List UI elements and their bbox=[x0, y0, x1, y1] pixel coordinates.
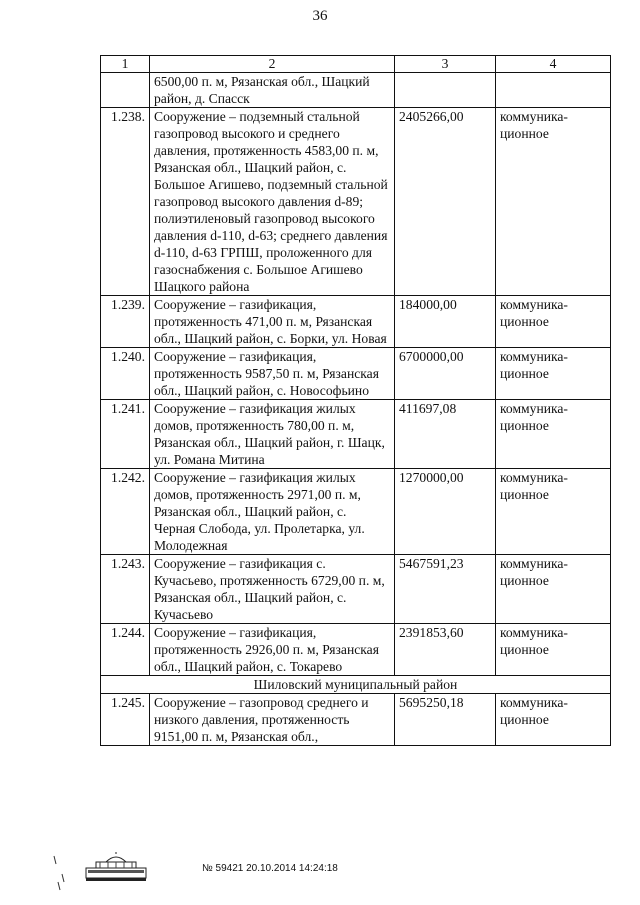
item-value: 6700000,00 bbox=[395, 348, 496, 400]
item-number: 1.239. bbox=[101, 296, 150, 348]
header-col-1: 1 bbox=[101, 56, 150, 73]
district-row bbox=[101, 676, 611, 694]
item-category: коммуника-ционное bbox=[496, 624, 611, 676]
registration-stamp: № 59421 20.10.2014 14:24:18 bbox=[202, 863, 338, 874]
item-description: Сооружение – подземный стальной газопровод высокого и среднего давления, протяженность 4583,00 п. м, Рязанская обл., Шацкий район, с. Большое Агишево, подземный стальной газопровод высокого давления d-89; полиэтиленовый газопровод высокого давления d-110, d-63; среднего давления d-110, d-63 ГРПШ, проложенного для газоснабжения с. Большое Агишево Шацкого района bbox=[150, 108, 395, 296]
item-description: Сооружение – газопровод среднего и низкого давления, протяженность 9151,00 п. м, Рязанская обл., bbox=[150, 694, 395, 746]
item-category bbox=[496, 73, 611, 108]
header-col-4: 4 bbox=[496, 56, 611, 73]
item-value bbox=[395, 73, 496, 108]
table-row bbox=[101, 73, 611, 108]
table-row bbox=[101, 400, 611, 469]
table-row bbox=[101, 108, 611, 296]
document-footer bbox=[52, 852, 352, 892]
item-category: коммуника-ционное bbox=[496, 108, 611, 296]
item-category: коммуника-ционное bbox=[496, 555, 611, 624]
table-row bbox=[101, 694, 611, 746]
item-number: 1.244. bbox=[101, 624, 150, 676]
table-header-row bbox=[101, 56, 611, 73]
table-row bbox=[101, 624, 611, 676]
item-number: 1.242. bbox=[101, 469, 150, 555]
item-category: коммуника-ционное bbox=[496, 400, 611, 469]
item-value: 184000,00 bbox=[395, 296, 496, 348]
item-value: 2391853,60 bbox=[395, 624, 496, 676]
item-description: Сооружение – газификация с. Кучасьево, протяженность 6729,00 п. м, Рязанская обл., Шацкий район, с. Кучасьево bbox=[150, 555, 395, 624]
item-value: 1270000,00 bbox=[395, 469, 496, 555]
table-row bbox=[101, 296, 611, 348]
table-row bbox=[101, 469, 611, 555]
item-number: 1.240. bbox=[101, 348, 150, 400]
item-description: Сооружение – газификация, протяженность 2926,00 п. м, Рязанская обл., Шацкий район, с. Токарево bbox=[150, 624, 395, 676]
table-row bbox=[101, 555, 611, 624]
table-row bbox=[101, 348, 611, 400]
item-value: 5467591,23 bbox=[395, 555, 496, 624]
scan-marks-icon bbox=[52, 852, 78, 892]
item-number bbox=[101, 73, 150, 108]
registry-body bbox=[101, 56, 611, 746]
page-number: 36 bbox=[312, 8, 328, 24]
item-description: Сооружение – газификация жилых домов, протяженность 2971,00 п. м, Рязанская обл., Шацкий район, с. Черная Слобода, ул. Пролетарка, ул. Молодежная bbox=[150, 469, 395, 555]
item-value: 2405266,00 bbox=[395, 108, 496, 296]
item-description: Сооружение – газификация, протяженность 9587,50 п. м, Рязанская обл., Шацкий район, с. Новософьино bbox=[150, 348, 395, 400]
item-description: Сооружение – газификация жилых домов, протяженность 780,00 п. м, Рязанская обл., Шацкий район, г. Шацк, ул. Романа Митина bbox=[150, 400, 395, 469]
item-category: коммуника-ционное bbox=[496, 348, 611, 400]
government-building-icon bbox=[82, 852, 150, 882]
property-registry-table bbox=[100, 55, 611, 746]
item-value: 411697,08 bbox=[395, 400, 496, 469]
district-name: Шиловский муниципальный район bbox=[101, 676, 611, 694]
header-col-2: 2 bbox=[150, 56, 395, 73]
item-category: коммуника-ционное bbox=[496, 694, 611, 746]
item-category: коммуника-ционное bbox=[496, 296, 611, 348]
item-number: 1.241. bbox=[101, 400, 150, 469]
item-description: Сооружение – газификация, протяженность 471,00 п. м, Рязанская обл., Шацкий район, с. Борки, ул. Новая bbox=[150, 296, 395, 348]
item-number: 1.238. bbox=[101, 108, 150, 296]
header-col-3: 3 bbox=[395, 56, 496, 73]
item-number: 1.243. bbox=[101, 555, 150, 624]
item-number: 1.245. bbox=[101, 694, 150, 746]
item-category: коммуника-ционное bbox=[496, 469, 611, 555]
item-description: 6500,00 п. м, Рязанская обл., Шацкий район, д. Спасск bbox=[150, 73, 395, 108]
item-value: 5695250,18 bbox=[395, 694, 496, 746]
